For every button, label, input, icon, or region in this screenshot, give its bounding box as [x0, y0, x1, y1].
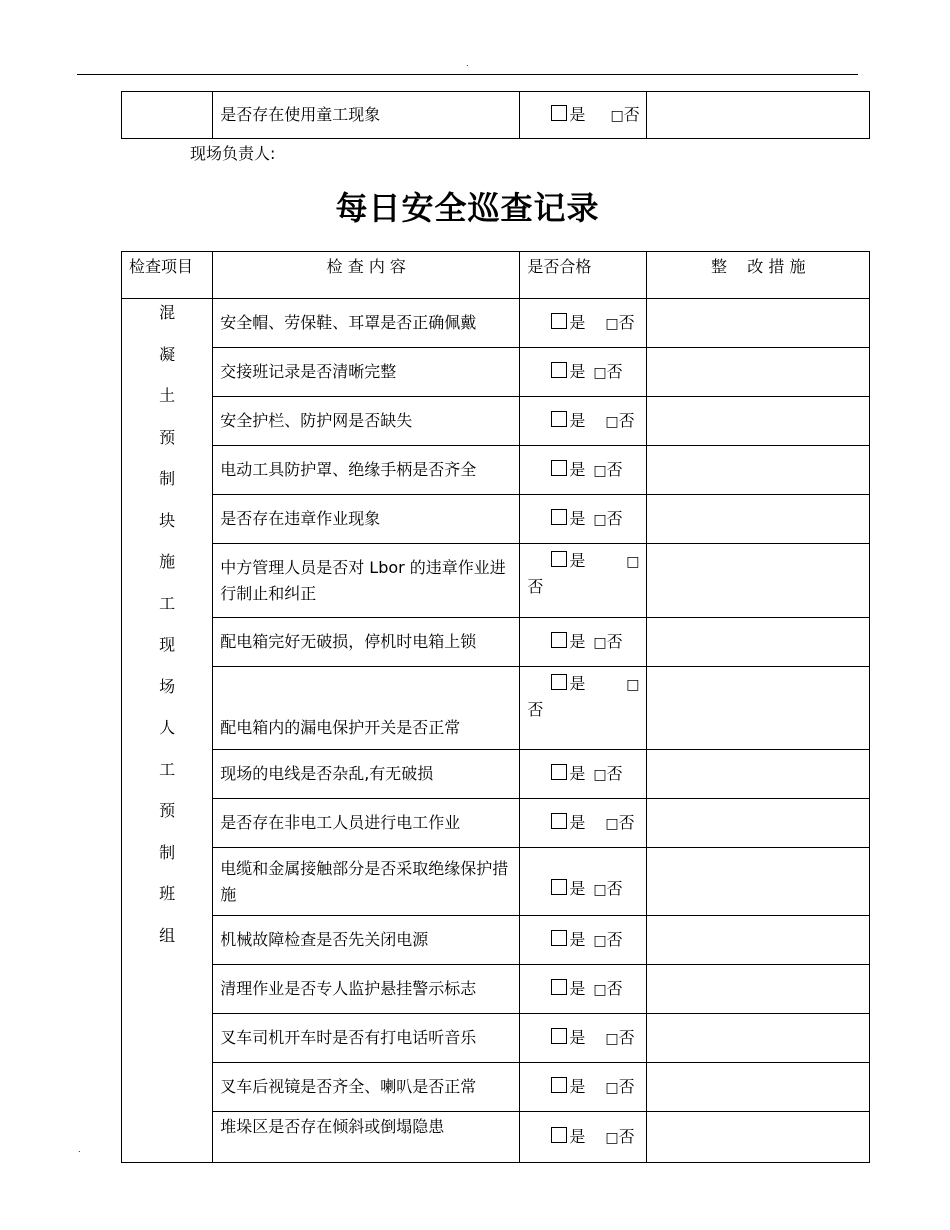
yes-label: 是 [569, 459, 586, 479]
category-char: 混 [159, 303, 176, 322]
no-label: 否 [606, 459, 623, 479]
category-char: 凝 [159, 344, 176, 364]
no-label: 否 [606, 879, 623, 898]
category-char: 班 [159, 884, 176, 903]
table-row [122, 1063, 870, 1112]
yes-label: 是 [569, 410, 586, 430]
pass-cell [520, 916, 647, 965]
content-cell: 堆垛区是否存在倾斜或倒塌隐患 [213, 1112, 520, 1163]
no-checkbox[interactable]: □ [605, 815, 619, 832]
continued-table [121, 91, 870, 139]
content-cell: 机械故障检查是否先关闭电源 [213, 916, 520, 965]
measures-cell[interactable] [647, 348, 870, 397]
measures-cell[interactable] [647, 299, 870, 348]
table-row [122, 299, 870, 348]
yes-label: 是 [569, 812, 586, 832]
category-char: 预 [159, 427, 176, 447]
no-label: 否 [527, 700, 544, 719]
yes-checkbox[interactable] [551, 551, 567, 567]
yes-checkbox[interactable] [551, 979, 567, 995]
category-char: 工 [159, 593, 176, 613]
content-cell: 安全护栏、防护网是否缺失 [213, 397, 520, 446]
header-content: 检 查 内 容 [213, 252, 520, 299]
item-cell [122, 92, 213, 139]
measures-cell[interactable] [647, 965, 870, 1014]
content-cell: 配电箱完好无破损，停机时电箱上锁 [213, 618, 520, 667]
category-char: 组 [159, 925, 176, 945]
no-checkbox[interactable]: □ [593, 462, 607, 479]
table-row [122, 965, 870, 1014]
category-char: 制 [159, 469, 176, 488]
table-row [122, 92, 870, 139]
measures-cell[interactable] [647, 1063, 870, 1112]
yes-label: 是 [569, 508, 586, 528]
yes-checkbox[interactable] [551, 674, 567, 690]
category-char: 预 [159, 801, 176, 820]
no-checkbox[interactable]: □ [626, 554, 640, 570]
inspection-rows [122, 299, 870, 1163]
no-label: 否 [618, 1126, 635, 1146]
pass-cell [520, 397, 647, 446]
table-row [122, 1112, 870, 1163]
yes-label: 是 [569, 1027, 586, 1047]
header-dot: . [466, 59, 469, 68]
pass-cell [520, 495, 647, 544]
measures-cell[interactable] [647, 848, 870, 916]
header-row [122, 252, 870, 299]
no-checkbox[interactable]: □ [593, 981, 607, 998]
content-cell: 是否存在违章作业现象 [213, 495, 520, 544]
yes-label: 是 [569, 763, 586, 783]
pass-cell [520, 348, 647, 397]
no-label: 否 [618, 812, 635, 832]
no-checkbox[interactable]: □ [593, 364, 607, 381]
no-label: 否 [623, 104, 640, 124]
footer-dot: . [78, 1145, 81, 1154]
no-checkbox[interactable]: □ [593, 766, 607, 783]
category-char: 制 [159, 842, 176, 862]
yes-checkbox[interactable] [551, 460, 567, 476]
content-cell: 清理作业是否专人监护悬挂警示标志 [213, 965, 520, 1014]
yes-label: 是 [569, 104, 586, 124]
pass-cell [520, 1014, 647, 1063]
yes-checkbox[interactable] [551, 1077, 567, 1093]
yes-checkbox[interactable] [551, 764, 567, 780]
content-cell: 配电箱内的漏电保护开关是否正常 [213, 667, 520, 750]
yes-label: 是 [569, 1076, 586, 1096]
no-label: 否 [606, 929, 623, 949]
measures-cell[interactable] [647, 667, 870, 750]
pass-cell [520, 667, 647, 750]
pass-cell [520, 1063, 647, 1112]
measures-cell[interactable] [647, 916, 870, 965]
no-checkbox[interactable]: □ [605, 315, 619, 332]
table-row [122, 544, 870, 618]
content-cell: 中方管理人员是否对 Lbor 的违章作业进行制止和纠正 [213, 544, 520, 618]
header-rule [77, 74, 858, 75]
category-char: 场 [159, 676, 176, 696]
table-row [122, 750, 870, 799]
no-checkbox[interactable]: □ [605, 1129, 619, 1146]
header-item: 检查项目 [122, 252, 213, 299]
no-checkbox[interactable]: □ [605, 1030, 619, 1047]
no-label: 否 [606, 978, 623, 998]
no-checkbox[interactable]: □ [593, 634, 607, 651]
category-char: 人 [159, 718, 176, 737]
content-cell: 是否存在非电工人员进行电工作业 [213, 799, 520, 848]
yes-checkbox[interactable] [551, 879, 567, 895]
no-checkbox[interactable]: □ [605, 1079, 619, 1096]
measures-cell[interactable] [647, 1112, 870, 1163]
header-pass: 是否合格 [520, 252, 647, 299]
yes-label: 是 [569, 929, 586, 949]
yes-checkbox[interactable] [551, 509, 567, 525]
table-row [122, 848, 870, 916]
measures-cell[interactable] [647, 495, 870, 544]
pass-cell [520, 92, 647, 139]
category-char: 施 [159, 552, 176, 571]
yes-checkbox[interactable] [551, 362, 567, 378]
measures-cell[interactable] [647, 397, 870, 446]
no-label: 否 [606, 631, 623, 651]
measures-cell[interactable] [647, 446, 870, 495]
yes-label: 是 [569, 631, 586, 651]
pass-cell [520, 750, 647, 799]
category-label [122, 299, 212, 963]
header-measures: 整 改 措 施 [647, 252, 870, 299]
measures-cell[interactable] [647, 92, 870, 139]
no-label: 否 [618, 312, 635, 332]
category-char: 工 [159, 759, 176, 779]
yes-checkbox[interactable] [551, 930, 567, 946]
yes-label: 是 [569, 1126, 586, 1146]
pass-cell [520, 1112, 647, 1163]
content-cell: 交接班记录是否清晰完整 [213, 348, 520, 397]
table-row [122, 618, 870, 667]
content-cell: 叉车司机开车时是否有打电话听音乐 [213, 1014, 520, 1063]
content-cell: 电动工具防护罩、绝缘手柄是否齐全 [213, 446, 520, 495]
measures-cell[interactable] [647, 544, 870, 618]
table-row [122, 348, 870, 397]
table-row [122, 397, 870, 446]
yes-checkbox[interactable] [551, 1127, 567, 1143]
yes-checkbox[interactable] [551, 632, 567, 648]
measures-cell[interactable] [647, 750, 870, 799]
table-row [122, 799, 870, 848]
pass-cell [520, 965, 647, 1014]
no-label: 否 [606, 763, 623, 783]
category-char: 现 [159, 635, 176, 654]
yes-label: 是 [569, 879, 586, 898]
yes-label: 是 [569, 361, 586, 381]
pass-cell [520, 848, 647, 916]
yes-label: 是 [569, 978, 586, 998]
table-row [122, 667, 870, 750]
pass-cell [520, 446, 647, 495]
yes-checkbox[interactable] [551, 105, 567, 121]
table-row [122, 1014, 870, 1063]
category-char: 块 [159, 510, 176, 530]
no-checkbox[interactable]: □ [593, 511, 607, 528]
no-label: 否 [606, 361, 623, 381]
yes-checkbox[interactable] [551, 411, 567, 427]
pass-cell [520, 299, 647, 348]
no-checkbox[interactable]: □ [605, 413, 619, 430]
no-label: 否 [527, 577, 544, 596]
no-label: 否 [618, 1027, 635, 1047]
no-checkbox[interactable]: □ [626, 677, 640, 693]
yes-label: 是 [569, 312, 586, 332]
table-row [122, 446, 870, 495]
yes-checkbox[interactable] [551, 1028, 567, 1044]
pass-cell [520, 544, 647, 618]
yes-checkbox[interactable] [551, 813, 567, 829]
yes-label: 是 [569, 674, 586, 693]
table-row [122, 916, 870, 965]
yes-checkbox[interactable] [551, 313, 567, 329]
pass-cell [520, 799, 647, 848]
no-label: 否 [618, 410, 635, 430]
content-cell: 现场的电线是否杂乱,有无破损 [213, 750, 520, 799]
content-cell: 电缆和金属接触部分是否采取绝缘保护措施 [213, 848, 520, 916]
no-checkbox[interactable]: □ [610, 107, 624, 124]
content-cell: 安全帽、劳保鞋、耳罩是否正确佩戴 [213, 299, 520, 348]
category-char: 土 [159, 386, 176, 405]
inspection-table [121, 251, 870, 1163]
table-row [122, 495, 870, 544]
measures-cell[interactable] [647, 799, 870, 848]
no-checkbox[interactable]: □ [593, 882, 607, 898]
measures-cell[interactable] [647, 1014, 870, 1063]
pass-cell [520, 618, 647, 667]
content-cell: 叉车后视镜是否齐全、喇叭是否正常 [213, 1063, 520, 1112]
yes-label: 是 [569, 551, 586, 570]
site-supervisor-label: 现场负责人: [190, 144, 276, 163]
page-title: 每日安全巡查记录 [335, 189, 600, 227]
category-cell [122, 299, 213, 1163]
no-label: 否 [606, 508, 623, 528]
measures-cell[interactable] [647, 618, 870, 667]
no-checkbox[interactable]: □ [593, 932, 607, 949]
content-cell: 是否存在使用童工现象 [213, 92, 520, 139]
no-label: 否 [618, 1076, 635, 1096]
